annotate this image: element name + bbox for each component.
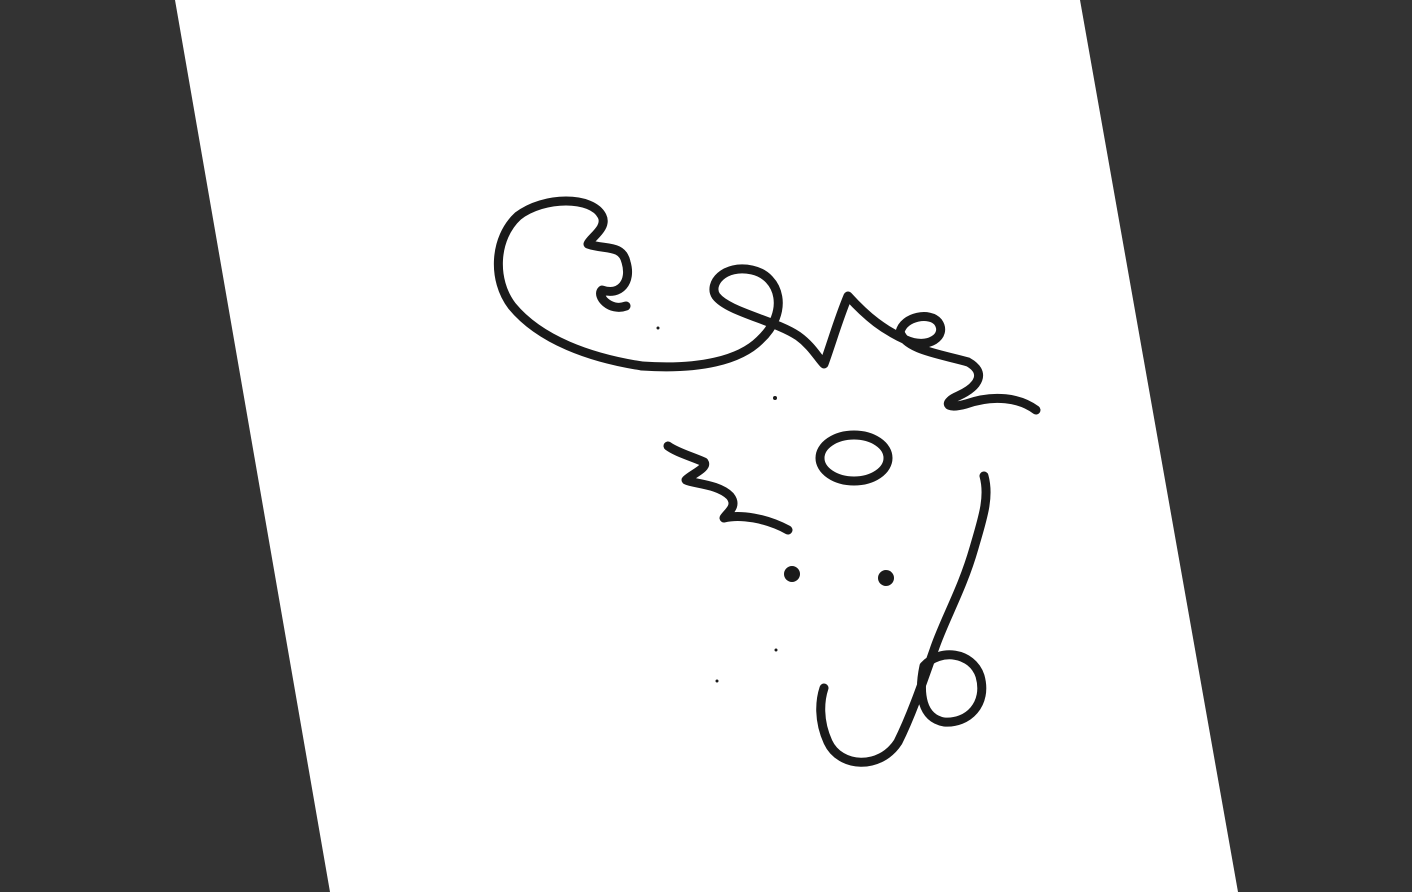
speckle [775, 649, 778, 652]
speckle [657, 327, 660, 330]
paper-sheet [175, 0, 1238, 892]
signature-dot-right [878, 570, 894, 586]
speckle [773, 396, 777, 400]
speckle [716, 680, 719, 683]
signature-dot-left [784, 566, 800, 582]
